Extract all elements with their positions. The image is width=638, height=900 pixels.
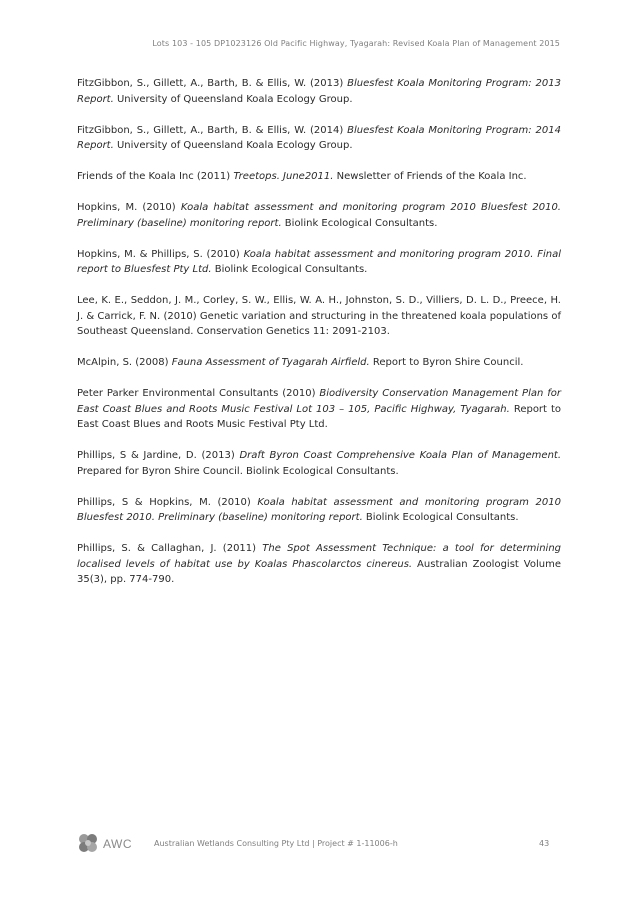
reference-entry: Phillips, S & Jardine, D. (2013) Draft Byron Coast Comprehensive Koala Plan of Management. Prepared for Byron Shire Council. Biolink Ecological Consultants. (77, 450, 562, 477)
reference-list (77, 76, 561, 603)
reference-entry: Friends of the Koala Inc (2011) Treetops. June2011. Newsletter of Friends of the Koala Inc. (77, 171, 527, 182)
awc-logo-icon (76, 831, 100, 855)
reference-entry: FitzGibbon, S., Gillett, A., Barth, B. & Ellis, W. (2013) Bluesfest Koala Monitoring Program: 2013 Report. University of Queensland Koala Ecology Group. (77, 78, 561, 105)
reference-entry: Lee, K. E., Seddon, J. M., Corley, S. W., Ellis, W. A. H., Johnston, S. D., Villiers, D. L. D., Preece, H. J. & Carrick, F. N. (2010) Genetic variation and structuring in the threatened koala populations of Southeast Queensland. Conservation Genetics 11: 2091-2103. (77, 295, 561, 337)
reference-entry: FitzGibbon, S., Gillett, A., Barth, B. & Ellis, W. (2014) Bluesfest Koala Monitoring Program: 2014 Report. University of Queensland Koala Ecology Group. (77, 124, 561, 151)
page-footer (0, 828, 638, 862)
reference-entry: Peter Parker Environmental Consultants (2010) Biodiversity Conservation Management Plan for East Coast Blues and Roots Music Festival Lot 103 – 105, Pacific Highway, Tyagarah. Report to East Coast Blues and Roots Music Festival Pty Ltd. (77, 388, 561, 430)
reference-entry: Phillips, S. & Callaghan, J. (2011) The Spot Assessment Technique: a tool for determining localised levels of habitat use by Koalas Phascolarctos cinereus. Australian Zoologist Volume 35(3), pp. 774-790. (77, 543, 561, 585)
footer-company: Australian Wetlands Consulting Pty Ltd | Project # 1-11006-h (154, 839, 398, 848)
reference-entry: Hopkins, M. (2010) Koala habitat assessment and monitoring program 2010 Bluesfest 2010. Preliminary (baseline) monitoring report. Biolink Ecological Consultants. (77, 202, 561, 229)
reference-entry: Hopkins, M. & Phillips, S. (2010) Koala habitat assessment and monitoring program 2010. Final report to Bluesfest Pty Ltd. Biolink Ecological Consultants. (77, 248, 561, 275)
page-number: 43 (539, 839, 550, 848)
logo-text: AWC (103, 837, 133, 851)
reference-entry: Phillips, S & Hopkins, M. (2010) Koala habitat assessment and monitoring program 2010 Bluesfest 2010. Preliminary (baseline) monitoring report. Biolink Ecological Consultants. (77, 496, 561, 523)
running-header: Lots 103 - 105 DP1023126 Old Pacific Highway, Tyagarah: Revised Koala Plan of Management 2015 (152, 39, 560, 48)
reference-entry: McAlpin, S. (2008) Fauna Assessment of Tyagarah Airfield. Report to Byron Shire Council. (77, 357, 524, 368)
